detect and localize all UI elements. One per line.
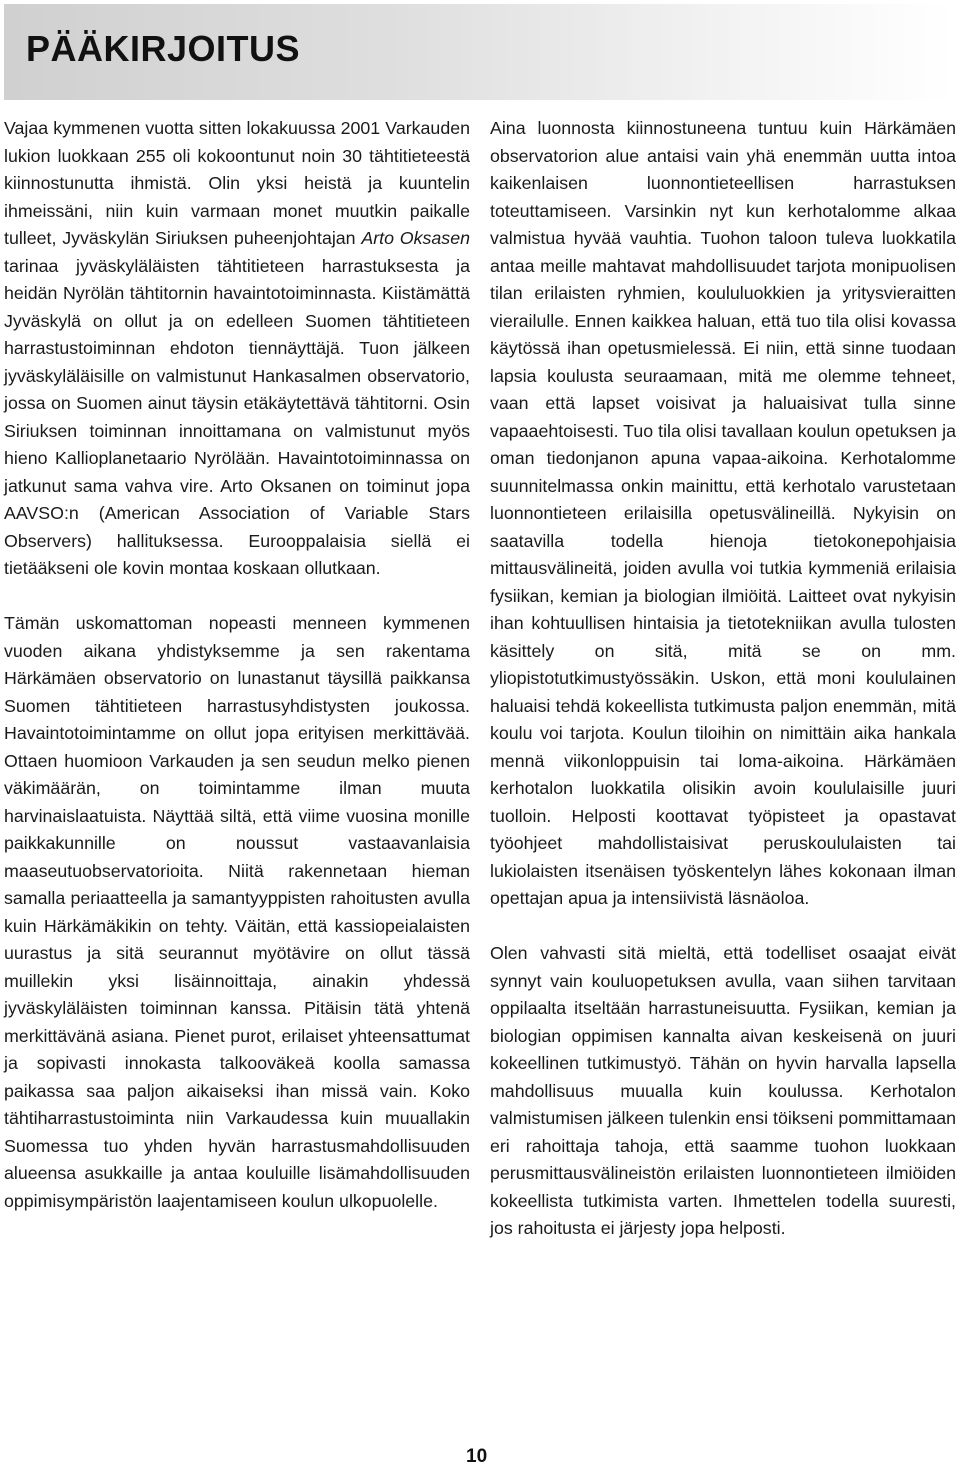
header-band (4, 4, 954, 100)
paragraph: Olen vahvasti sitä mieltä, että todelliset osaajat eivät synnyt vain kouluopetuksen avulla, vaan siihen tarvitaan oppilaalta itseltään harrastuneisuutta. Fysiikan, kemian ja biologian oppimisen kannalta aivan keskeisenä on juuri kokeellinen tutkimustyö. Tähän on hyvin harvalla lapsella mahdollisuus muualla kuin koulussa. Kerhotalon valmistumisen jälkeen tulenkin ensi töikseni pommittamaan eri rahoittaja tahoja, että saamme tuohon luokkaan perusmittausvälineistön erilaisten luonnontieteen ilmiöiden kokeellista tutkimista varten. Ihmettelen todella suuresti, jos rahoitusta ei järjesty jopa helposti. (490, 943, 956, 1238)
left-column (4, 115, 470, 1215)
person-name: Arto Oksasen (361, 228, 470, 248)
page-number: 10 (466, 1446, 488, 1467)
page-title: PÄÄKIRJOITUS (26, 28, 301, 69)
paragraph-text: Vajaa kymmenen vuotta sitten lokakuussa 2001 Varkauden lukion luokkaan 255 oli kokoontunut noin 30 tähtitieteestä kiinnostunutta ihmistä. Olin yksi heistä ja kuuntelin ihmeissäni, niin kuin varmaan monet muutkin paikalle tulleet, Jyväskylän Siriuksen puheenjohtajan (4, 118, 470, 248)
paragraph: Aina luonnosta kiinnostuneena tuntuu kuin Härkämäen observatorion alue antaisi vain yhä enemmän uutta intoa kaikenlaisen luonnontieteellisen harrastuksen toteuttamiseen. Varsinkin nyt kun kerhotalomme alkaa valmistua hyvää vauhtia. Tuohon taloon tuleva luokkatila antaa meille mahtavat mahdollisuudet tarjota monipuolisen tilan erilaisten ryhmien, koululuokkien ja yritysvieraitten vierailulle. Ennen kaikkea haluan, että tuo tila olisi kovassa käytössä ihan opetusmielessä. Ei niin, että sinne tuodaan lapsia koulusta seuraamaan, mitä me olemme tehneet, vaan että lapset voisivat ja haluaisivat tulla sinne vapaaehtoisesti. Tuo tila olisi tavallaan koulun opetuksen ja oman tiedonjanon apuna vapaa-aikoina. Kerhotalomme suunnitelmassa onkin mainittu, että kerhotalo varustetaan luonnontieteen erilaisilla opetusvälineillä. Nykyisin on saatavilla todella hienoja tietokonepohjaisia mittausvälineitä, joiden avulla voi tutkia kymmeniä erilaisia fysiikan, kemian ja biologian ilmiöitä. Laitteet ovat nykyisin ihan kohtuullisen hintaisia ja tietotekniikan avulla tulosten käsittely on sitä, mitä se on mm. yliopistotutkimustyössäkin. Uskon, että moni koululainen haluaisi tehdä kokeellista tutkimusta paljon enemmän, mitä koulu voi tarjota. Koulun tiloihin on nimittäin aika hankala mennä viikonloppuisin tai loma-aikoina. Härkämäen kerhotalon luokkatila olisikin avoin koululaisille juuri tuolloin. Helposti koottavat työpisteet ja opastavat työohjeet mahdollistaisivat peruskoululaisten tai lukiolaisten itsenäisen työskentelyn lähes kokonaan ilman opettajan apua ja intensiivistä läsnäoloa. (490, 118, 956, 908)
paragraph (4, 115, 470, 583)
paragraph-text: tarinaa jyväskyläläisten tähtitieteen harrastuksesta ja heidän Nyrölän tähtitornin havaintotoiminnasta. Kiistämättä Jyväskylä on ollut ja on edelleen Suomen tähtitieteen harrastustoiminnan ehdoton tiennäyttäjä. Tuon jälkeen jyväskyläläisille on valmistunut Hankasalmen observatorio, jossa on Suomen ainut täysin etäkäytettävä tähtitorni. Osin Siriuksen toiminnan innoittamana on valmistunut myös hieno Kallioplanetaario Nyrölään. Havaintotoiminnassa on jatkunut sama vahva vire. Arto Oksanen on toiminut jopa AAVSO:n (American Association of Variable Stars Observers) hallituksessa. Eurooppalaisia siellä ei tietääkseni ole kovin montaa koskaan ollutkaan. (4, 255, 470, 578)
right-column (490, 115, 956, 1243)
paragraph: Tämän uskomattoman nopeasti menneen kymmenen vuoden aikana yhdistyksemme ja sen rakentama Härkämäen observatorio on lunastanut täysillä paikkansa Suomen tähtitieteen harrastusyhdistysten joukossa. Havaintotoimintamme on ollut jopa erityisen merkittävää. Ottaen huomioon Varkauden ja sen seudun melko pienen väkimäärän, on toimintamme ilman muuta harvinaislaatuista. Näyttää siltä, että viime vuosina monille paikkakunnille on noussut vastaavanlaisia maaseutuobservatorioita. Niitä rakennetaan hieman samalla periaatteella ja samantyyppisten rahoitusten avulla kuin Härkämäkikin on tehty. Väitän, että kassiopeialaisten uurastus ja sitä seurannut myötävire on ollut tässä muillekin yksi lisäinnoittaja, ainakin yhdessä jyväskyläläisten toiminnan kanssa. Pitäisin tätä yhtenä merkittävänä asiana. Pienet purot, erilaiset yhteensattumat ja sopivasti innokasta talkooväkeä koolla samassa paikassa saa paljon aikaiseksi ihan missä vain. Koko tähtiharrastustoiminta niin Varkaudessa kuin muuallakin Suomessa tuo yhden hyvän harrastusmahdollisuuden alueensa asukkaille ja antaa kouluille lisämahdollisuuden oppimisympäristön laajentamiseen koulun ulkopuolelle. (4, 613, 470, 1211)
